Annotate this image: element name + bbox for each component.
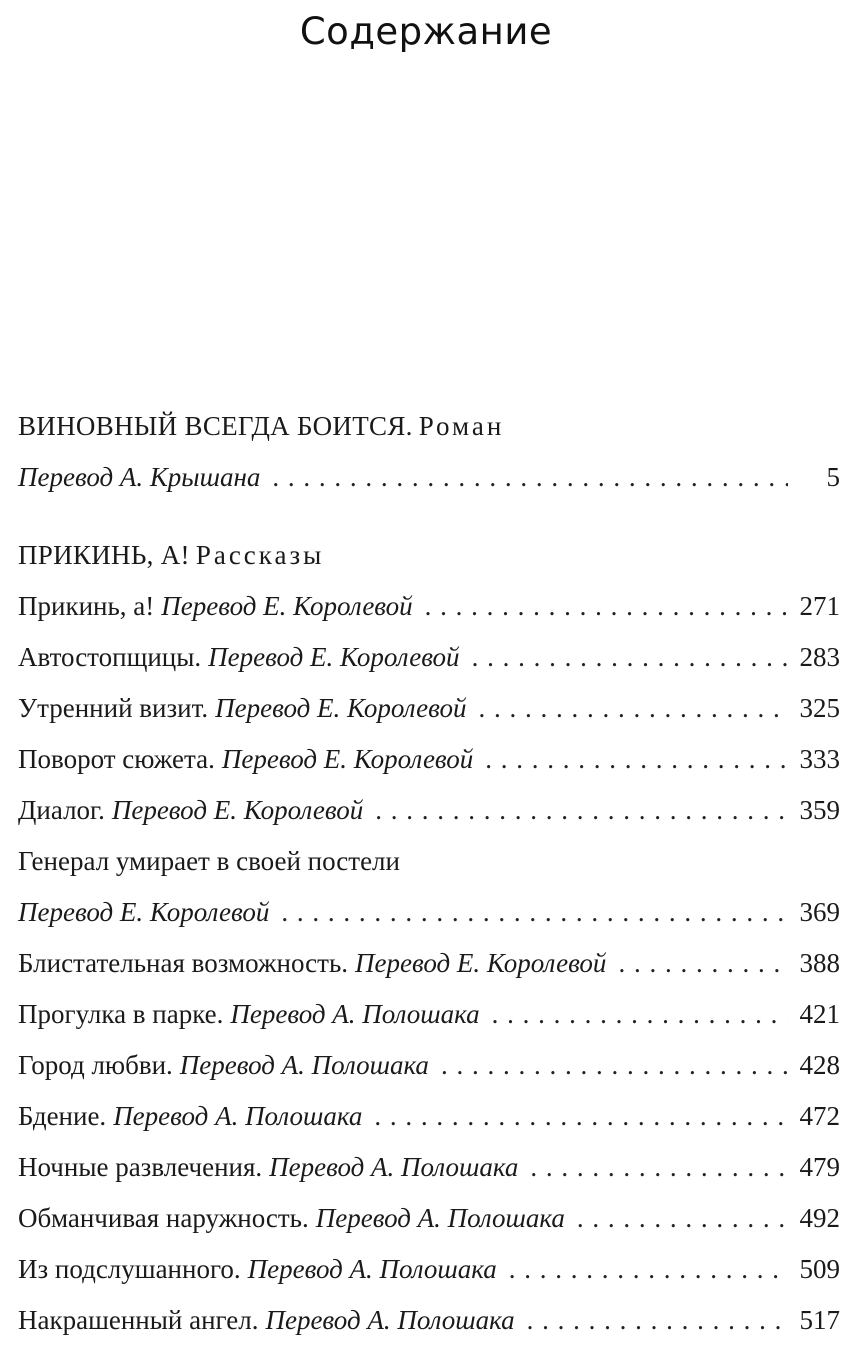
entry-page-number: 479 <box>799 1152 840 1182</box>
entry-title: Автостопщицы. <box>18 642 202 672</box>
entry-page-number: 517 <box>799 1305 840 1335</box>
entry-title: Поворот сюжета. <box>18 744 215 774</box>
entry-title: Прикинь, а! <box>18 591 155 621</box>
section-heading <box>18 529 840 581</box>
toc-entry[interactable] <box>18 734 840 785</box>
entry-translator: Перевод А. Полошака <box>315 1203 565 1233</box>
page-title: Содержание <box>299 10 553 53</box>
entry-translator: Перевод Е. Королевой <box>161 591 413 621</box>
toc-entry[interactable] <box>18 989 840 1040</box>
entry-page-number: 472 <box>799 1101 840 1131</box>
toc-entry[interactable] <box>18 452 840 503</box>
entry-title[interactable]: Генерал умирает в своей постели <box>18 846 400 876</box>
entry-page-number: 5 <box>826 462 840 492</box>
dot-leader <box>272 452 788 503</box>
dot-leader <box>281 887 788 938</box>
table-of-contents <box>18 400 840 1346</box>
toc-section-stories <box>18 529 840 1346</box>
entry-translator: Перевод Е. Королевой <box>221 744 474 774</box>
toc-entry[interactable] <box>18 683 840 734</box>
toc-entry[interactable] <box>18 632 840 683</box>
toc-section-novel <box>18 400 840 503</box>
entry-translator: Перевод А. Полошака <box>265 1305 515 1335</box>
entry-page-number: 271 <box>799 591 840 621</box>
dot-leader <box>374 1091 788 1142</box>
toc-entry[interactable] <box>18 887 840 938</box>
entry-translator: Перевод Е. Королевой <box>208 642 460 672</box>
dot-leader <box>479 683 788 734</box>
dot-leader <box>492 989 788 1040</box>
entry-title: Накрашенный ангел. <box>18 1305 259 1335</box>
entry-translator: Перевод Е. Королевой <box>355 948 607 978</box>
entry-title: Бдение. <box>18 1101 107 1131</box>
section-kind: Роман <box>418 411 505 441</box>
toc-entry[interactable] <box>18 1193 840 1244</box>
entry-page-number: 388 <box>799 948 840 978</box>
toc-entry[interactable] <box>18 581 840 632</box>
entry-page-number: 421 <box>799 999 840 1029</box>
entry-translator: Перевод А. Полошака <box>113 1101 363 1131</box>
entry-page-number: 428 <box>799 1050 840 1080</box>
toc-entry[interactable] <box>18 785 840 836</box>
section-title: ПРИКИНЬ, А! <box>18 540 190 570</box>
section-kind: Рассказы <box>195 540 325 570</box>
dot-leader <box>472 632 788 683</box>
toc-entry[interactable] <box>18 1091 840 1142</box>
section-heading <box>18 400 840 452</box>
entry-page-number: 325 <box>799 693 840 723</box>
dot-leader <box>375 785 788 836</box>
entry-translator: Перевод Е. Королевой <box>18 897 270 927</box>
entry-title: Город любви. <box>18 1050 173 1080</box>
toc-entry[interactable] <box>18 938 840 989</box>
entry-page-number: 333 <box>799 744 840 774</box>
entry-page-number: 509 <box>799 1254 840 1284</box>
dot-leader <box>509 1244 788 1295</box>
entry-page-number: 369 <box>799 897 840 927</box>
toc-entry[interactable] <box>18 1244 840 1295</box>
entry-translator: Перевод А. Полошака <box>230 999 480 1029</box>
section-title: ВИНОВНЫЙ ВСЕГДА БОИТСЯ. <box>18 411 413 441</box>
entry-title: Диалог. <box>18 795 105 825</box>
entry-translator: Перевод А. Полошака <box>269 1152 519 1182</box>
dot-leader <box>425 581 788 632</box>
dot-leader <box>485 734 788 785</box>
entry-title: Прогулка в парке. <box>18 999 224 1029</box>
dot-leader <box>618 938 788 989</box>
entry-title: Утренний визит. <box>18 693 209 723</box>
entry-title: Ночные развлечения. <box>18 1152 263 1182</box>
entry-translator: Перевод А. Полошака <box>247 1254 497 1284</box>
entry-translator: Перевод А. Крышана <box>18 462 261 492</box>
entry-translator: Перевод А. Полошака <box>179 1050 429 1080</box>
entry-page-number: 283 <box>799 642 840 672</box>
entry-title: Из подслушанного. <box>18 1254 241 1284</box>
dot-leader <box>577 1193 788 1244</box>
entry-translator: Перевод Е. Королевой <box>215 693 467 723</box>
toc-entry[interactable] <box>18 1142 840 1193</box>
entry-page-number: 492 <box>799 1203 840 1233</box>
dot-leader <box>530 1142 788 1193</box>
entry-translator: Перевод Е. Королевой <box>111 795 364 825</box>
entry-title: Обманчивая наружность. <box>18 1203 309 1233</box>
toc-entry[interactable] <box>18 1040 840 1091</box>
entry-title: Блистательная возможность. <box>18 948 349 978</box>
entry-page-number: 359 <box>799 795 840 825</box>
dot-leader <box>441 1040 788 1091</box>
